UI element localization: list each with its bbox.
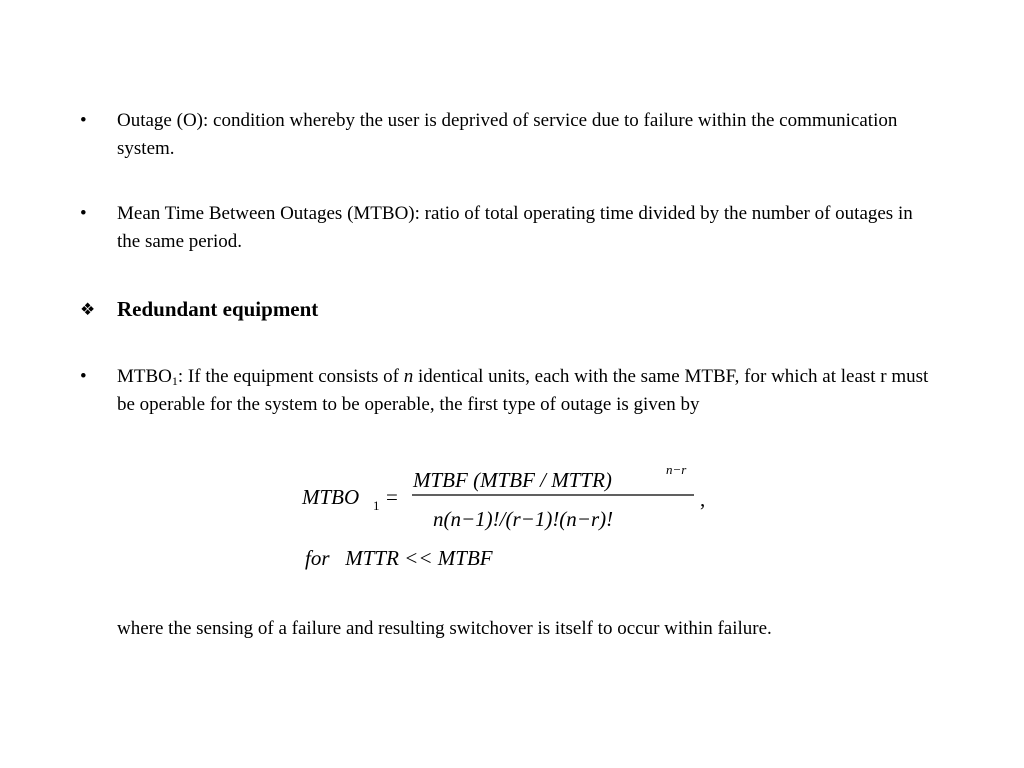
bullet-dot: •	[80, 366, 87, 387]
mtbo1-term: MTBO	[117, 366, 172, 387]
heading-text: Redundant equipment	[117, 297, 319, 321]
formula-comma: ,	[700, 487, 706, 511]
formula-numerator: MTBF (MTBF / MTTR)	[413, 468, 612, 492]
bullet-dot: •	[80, 110, 87, 131]
mtbo-formula	[300, 462, 740, 582]
mtbo1-text-a: : If the equipment consists of	[177, 366, 404, 387]
mtbo-definition: Mean Time Between Outages (MTBO): ratio of total operating time divided by the number of outages in the same period.	[117, 203, 913, 252]
formula-exponent: n−r	[666, 462, 687, 477]
formula-lhs-subscript: 1	[373, 498, 380, 513]
mtbo1-description	[117, 363, 937, 419]
diamond-bullet-icon: ❖	[80, 300, 96, 319]
formula-condition: for MTTR << MTBF	[305, 546, 493, 570]
outage-definition: Outage (O): condition whereby the user is deprived of service due to failure within the communication system.	[117, 110, 898, 159]
mtbo1-text-b: identical units, each with the same MTBF, for which at least r must be operable for the system to be operable, the first type of outage is given by	[117, 366, 929, 415]
mtbo1-subscript: 1	[171, 374, 178, 388]
formula-denominator: n(n−1)!/(r−1)!(n−r)!	[433, 507, 614, 531]
formula-equals: =	[386, 485, 398, 509]
bullet-dot: •	[80, 203, 87, 224]
closing-text: where the sensing of a failure and resulting switchover is itself to occur within failure.	[117, 618, 772, 639]
formula-svg	[300, 462, 740, 582]
formula-lhs: MTBO	[302, 485, 360, 509]
variable-n: n	[403, 366, 414, 387]
